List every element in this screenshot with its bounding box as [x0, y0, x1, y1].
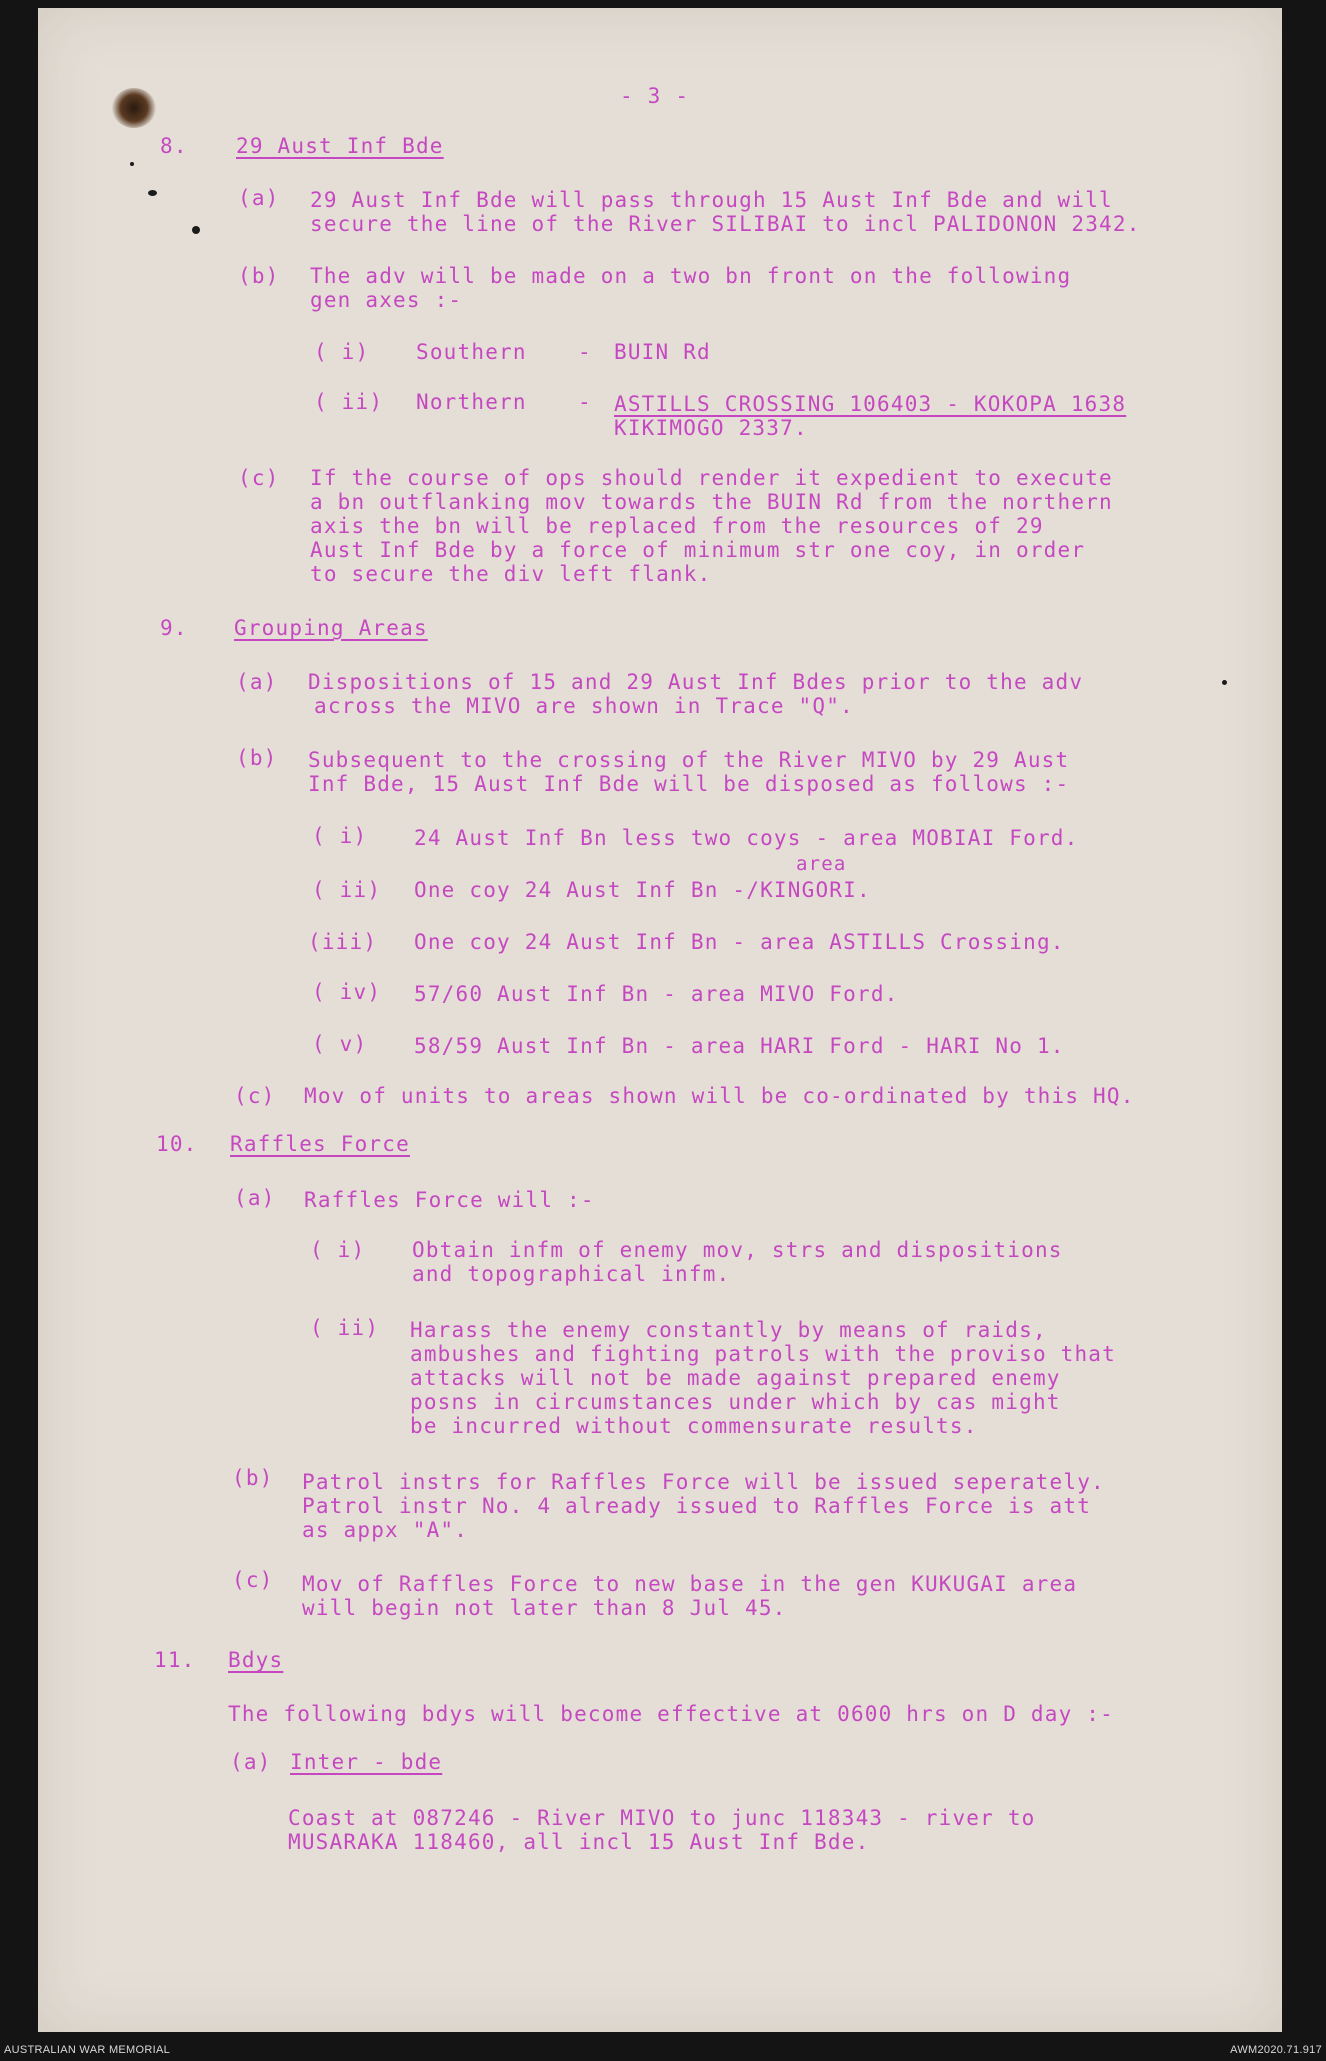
s9-a-label: (a): [236, 670, 278, 694]
s9-iv-text: 57/60 Aust Inf Bn - area MIVO Ford.: [414, 982, 899, 1006]
s10-ii-line-4: posns in circumstances under which by cas might: [410, 1390, 1061, 1414]
s9-i-text: 24 Aust Inf Bn less two coys - area MOBIAI Ford.: [414, 826, 1079, 850]
s8-a-line-1: 29 Aust Inf Bde will pass through 15 Aust Inf Bde and will: [310, 188, 1113, 212]
s10-i-line-1: Obtain infm of enemy mov, strs and dispositions: [412, 1238, 1063, 1262]
s10-ii-line-2: ambushes and fighting patrols with the proviso that: [410, 1342, 1116, 1366]
s11-a-label: (a): [230, 1750, 272, 1774]
s10-c-label: (c): [232, 1568, 274, 1592]
s9-b-line-1: Subsequent to the crossing of the River MIVO by 29 Aust: [308, 748, 1070, 772]
s9-a-line-2: across the MIVO are shown in Trace "Q".: [314, 694, 854, 718]
section-8-heading: 29 Aust Inf Bde: [236, 134, 444, 158]
footer-accession: AWM2020.71.917: [1230, 2044, 1322, 2056]
s9-v-text: 58/59 Aust Inf Bn - area HARI Ford - HARI No 1.: [414, 1034, 1065, 1058]
s8-b-i-label: ( i): [314, 340, 370, 364]
s10-i-label: ( i): [310, 1238, 366, 1262]
s9-a-line-1: Dispositions of 15 and 29 Aust Inf Bdes prior to the adv: [308, 670, 1084, 694]
s9-ii-text: One coy 24 Aust Inf Bn -/KINGORI.: [414, 878, 871, 902]
s8-b-line-1: The adv will be made on a two bn front on the following: [310, 264, 1072, 288]
s8-b-ii-name: Northern: [416, 390, 527, 414]
s9-c-line-1: Mov of units to areas shown will be co-ordinated by this HQ.: [304, 1084, 1135, 1108]
s8-c-label: (c): [238, 466, 280, 490]
page-number: - 3 -: [620, 84, 690, 108]
s8-c-line-5: to secure the div left flank.: [310, 562, 712, 586]
section-11-heading: Bdys: [228, 1648, 284, 1672]
s8-b-i-text: BUIN Rd: [614, 340, 711, 364]
s9-iv-label: ( iv): [312, 980, 382, 1004]
ink-speck: [192, 226, 200, 234]
s8-c-line-4: Aust Inf Bde by a force of minimum str one coy, in order: [310, 538, 1086, 562]
s10-ii-line-3: attacks will not be made against prepared enemy: [410, 1366, 1061, 1390]
s8-b-ii-line-1: ASTILLS CROSSING 106403 - KOKOPA 1638: [614, 392, 1127, 416]
s8-b-line-2: gen axes :-: [310, 288, 463, 312]
s8-b-ii-label: ( ii): [314, 390, 384, 414]
s8-c-line-1: If the course of ops should render it expedient to execute: [310, 466, 1113, 490]
s8-b-ii-dash: -: [578, 390, 592, 414]
s9-b-label: (b): [236, 746, 278, 770]
s10-ii-label: ( ii): [310, 1316, 380, 1340]
s11-a-line-1: Coast at 087246 - River MIVO to junc 118343 - river to: [288, 1806, 1036, 1830]
s10-b-line-1: Patrol instrs for Raffles Force will be issued seperately.: [302, 1470, 1105, 1494]
s10-ii-line-5: be incurred without commensurate results.: [410, 1414, 978, 1438]
s10-a-line-1: Raffles Force will :-: [304, 1188, 595, 1212]
s10-c-line-2: will begin not later than 8 Jul 45.: [302, 1596, 787, 1620]
footer-institution: AUSTRALIAN WAR MEMORIAL: [4, 2044, 171, 2056]
section-9-heading: Grouping Areas: [234, 616, 428, 640]
section-8-number: 8.: [160, 134, 188, 158]
s11-intro: The following bdys will become effective at 0600 hrs on D day :-: [228, 1702, 1114, 1726]
section-10-heading: Raffles Force: [230, 1132, 410, 1156]
s8-b-label: (b): [238, 264, 280, 288]
document-page: [38, 8, 1282, 2032]
s8-c-line-2: a bn outflanking mov towards the BUIN Rd from the northern: [310, 490, 1113, 514]
s9-i-label: ( i): [312, 824, 368, 848]
s10-b-label: (b): [232, 1466, 274, 1490]
s10-ii-line-1: Harass the enemy constantly by means of raids,: [410, 1318, 1047, 1342]
s9-c-label: (c): [234, 1084, 276, 1108]
s10-b-line-3: as appx "A".: [302, 1518, 469, 1542]
s8-c-line-3: axis the bn will be replaced from the resources of 29: [310, 514, 1044, 538]
s8-a-line-2: secure the line of the River SILIBAI to incl PALIDONON 2342.: [310, 212, 1141, 236]
s10-a-label: (a): [234, 1186, 276, 1210]
s9-iii-label: (iii): [308, 930, 378, 954]
s9-iii-text: One coy 24 Aust Inf Bn - area ASTILLS Crossing.: [414, 930, 1065, 954]
ink-speck: [148, 190, 157, 196]
s8-b-i-dash: -: [578, 340, 592, 364]
s10-i-line-2: and topographical infm.: [412, 1262, 731, 1286]
s11-a-heading: Inter - bde: [290, 1750, 443, 1774]
section-9-number: 9.: [160, 616, 188, 640]
section-10-number: 10.: [156, 1132, 198, 1156]
section-11-number: 11.: [154, 1648, 196, 1672]
s8-a-label: (a): [238, 186, 280, 210]
s8-b-ii-line-2: KIKIMOGO 2337.: [614, 416, 808, 440]
s9-b-line-2: Inf Bde, 15 Aust Inf Bde will be disposed as follows :-: [308, 772, 1070, 796]
s10-c-line-1: Mov of Raffles Force to new base in the gen KUKUGAI area: [302, 1572, 1078, 1596]
s11-a-line-2: MUSARAKA 118460, all incl 15 Aust Inf Bde.: [288, 1830, 870, 1854]
s9-ii-insert: area: [796, 853, 847, 875]
ink-speck: [130, 162, 134, 166]
s8-b-i-name: Southern: [416, 340, 527, 364]
s10-b-line-2: Patrol instr No. 4 already issued to Raffles Force is att: [302, 1494, 1092, 1518]
ink-speck: [1222, 680, 1227, 685]
s9-ii-label: ( ii): [312, 878, 382, 902]
burn-mark: [112, 88, 156, 128]
s9-v-label: ( v): [312, 1032, 368, 1056]
